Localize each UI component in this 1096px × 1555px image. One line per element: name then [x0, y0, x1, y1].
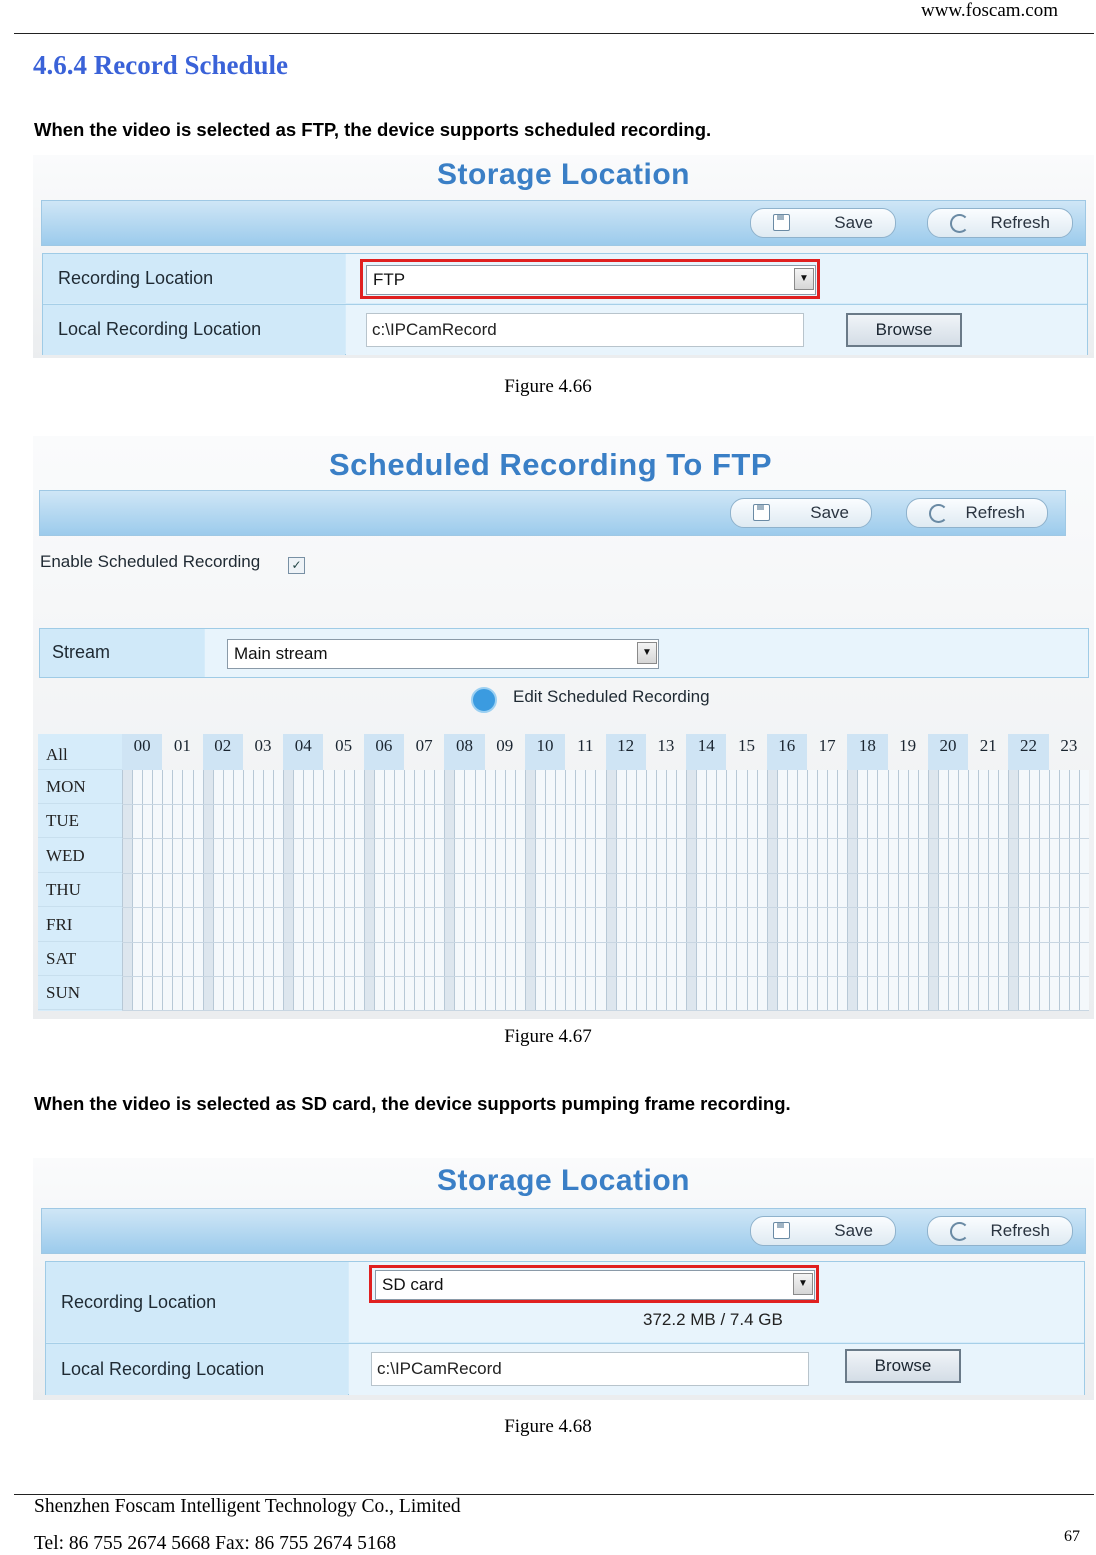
figure-caption: Figure 4.67: [504, 1026, 592, 1047]
hour-header-13[interactable]: 13: [657, 736, 675, 755]
local-location-row: [43, 304, 1087, 355]
schedule-row-divider: [122, 838, 1089, 839]
header-rule: [14, 33, 1094, 34]
recording-location-row: [43, 254, 1087, 303]
schedule-grid: [38, 734, 1089, 1011]
schedule-slots[interactable]: [122, 770, 1089, 1011]
local-location-input[interactable]: c:\IPCamRecord: [366, 313, 804, 347]
hour-header-23[interactable]: 23: [1060, 736, 1078, 755]
local-location-cell: [346, 305, 1087, 355]
recording-location-row: [46, 1262, 1084, 1342]
stream-label: Stream: [40, 629, 204, 677]
day-label-fri[interactable]: FRI: [38, 908, 122, 942]
capacity-text: 372.2 MB / 7.4 GB: [643, 1310, 783, 1329]
save-icon: [773, 1222, 790, 1239]
local-location-label: Local Recording Location: [46, 1344, 348, 1395]
save-button[interactable]: [730, 498, 872, 528]
figure-caption: Figure 4.68: [504, 1416, 592, 1437]
hour-header-11[interactable]: 11: [577, 736, 594, 755]
highlight-box: [360, 259, 820, 299]
local-location-row: [46, 1343, 1084, 1395]
refresh-button[interactable]: [927, 208, 1073, 238]
footer-rule: [14, 1494, 1094, 1495]
hour-header-15[interactable]: 15: [738, 736, 756, 755]
hour-header-00[interactable]: 00: [122, 734, 162, 770]
local-location-cell: [349, 1344, 1084, 1395]
save-label: Save: [834, 213, 873, 232]
section-title: 4.6.4 Record Schedule: [33, 50, 288, 80]
schedule-row-divider: [122, 942, 1089, 943]
hour-header-09[interactable]: 09: [496, 736, 514, 755]
refresh-icon: [929, 504, 948, 523]
hour-header-14[interactable]: 14: [686, 734, 726, 770]
save-button[interactable]: [750, 208, 896, 238]
refresh-button[interactable]: [927, 1216, 1073, 1246]
storage-location-panel-ftp: [33, 155, 1094, 358]
save-label: Save: [834, 1221, 873, 1240]
enable-scheduled-label: Enable Scheduled Recording: [40, 552, 261, 571]
day-label-sun[interactable]: SUN: [38, 976, 122, 1010]
schedule-row-divider: [122, 907, 1089, 908]
hour-header-17[interactable]: 17: [818, 736, 836, 755]
recording-location-select[interactable]: SD card ▼: [375, 1270, 815, 1300]
hour-header-05[interactable]: 05: [335, 736, 353, 755]
hour-header-12[interactable]: 12: [606, 734, 646, 770]
panel-title: Storage Location: [436, 1164, 691, 1197]
hour-header-16[interactable]: 16: [767, 734, 807, 770]
recording-location-cell: [346, 254, 1087, 303]
chevron-down-icon[interactable]: ▼: [637, 642, 657, 664]
stream-table: [39, 628, 1089, 678]
recording-location-select[interactable]: FTP ▼: [366, 265, 816, 295]
day-label-wed[interactable]: WED: [38, 839, 122, 873]
day-labels: [38, 734, 122, 1011]
footer-company: Shenzhen Foscam Intelligent Technology Co., Limited: [34, 1496, 461, 1517]
stream-cell: [205, 629, 1088, 677]
stream-select[interactable]: Main stream ▼: [227, 639, 659, 669]
panel-title: Storage Location: [436, 158, 691, 191]
hour-header-10[interactable]: 10: [525, 734, 565, 770]
hour-header-21[interactable]: 21: [979, 736, 997, 755]
save-button[interactable]: [750, 1216, 896, 1246]
hour-header-04[interactable]: 04: [283, 734, 323, 770]
clock-icon: [471, 687, 497, 713]
recording-location-label: Recording Location: [46, 1262, 348, 1342]
save-icon: [773, 214, 790, 231]
local-location-input[interactable]: c:\IPCamRecord: [371, 1352, 809, 1386]
hour-header-01[interactable]: 01: [173, 736, 191, 755]
toolbar: [39, 490, 1066, 536]
enable-scheduled-checkbox[interactable]: ✓: [288, 557, 305, 574]
hour-header-20[interactable]: 20: [928, 734, 968, 770]
refresh-icon: [950, 214, 969, 233]
highlight-box: [369, 1265, 819, 1303]
day-label-sat[interactable]: SAT: [38, 942, 122, 976]
intro-sd: When the video is selected as SD card, the device supports pumping frame recording.: [34, 1093, 791, 1114]
hour-header-02[interactable]: 02: [203, 734, 243, 770]
day-label-tue[interactable]: TUE: [38, 804, 122, 838]
toolbar: [41, 200, 1086, 246]
schedule-row-divider: [122, 804, 1089, 805]
chevron-down-icon[interactable]: ▼: [794, 268, 814, 290]
refresh-label: Refresh: [990, 213, 1050, 232]
day-label-thu[interactable]: THU: [38, 873, 122, 907]
schedule-row-divider: [122, 976, 1089, 977]
schedule-row-divider: [122, 1010, 1089, 1011]
browse-button[interactable]: Browse: [846, 313, 962, 347]
page-number: 67: [1064, 1528, 1080, 1545]
refresh-button[interactable]: [906, 498, 1048, 528]
settings-table: [42, 253, 1088, 355]
edit-scheduled-link[interactable]: Edit Scheduled Recording: [513, 687, 710, 706]
storage-location-panel-sd: [33, 1158, 1094, 1400]
schedule-slot-column[interactable]: [1079, 770, 1090, 1011]
all-days-toggle[interactable]: All: [38, 734, 122, 770]
save-icon: [753, 504, 770, 521]
refresh-label: Refresh: [965, 503, 1025, 522]
panel-title: Scheduled Recording To FTP: [329, 447, 773, 482]
day-label-mon[interactable]: MON: [38, 770, 122, 804]
recording-location-cell: [349, 1262, 1084, 1342]
hour-header-22[interactable]: 22: [1008, 734, 1048, 770]
recording-location-label: Recording Location: [43, 254, 345, 303]
intro-ftp: When the video is selected as FTP, the device supports scheduled recording.: [34, 119, 712, 140]
hour-header-06[interactable]: 06: [364, 734, 404, 770]
refresh-label: Refresh: [990, 1221, 1050, 1240]
save-label: Save: [810, 503, 849, 522]
hour-header-07[interactable]: 07: [415, 736, 433, 755]
browse-button[interactable]: Browse: [845, 1349, 961, 1383]
refresh-icon: [950, 1222, 969, 1241]
hour-header-08[interactable]: 08: [444, 734, 484, 770]
hour-header: [122, 734, 1089, 770]
chevron-down-icon[interactable]: ▼: [793, 1273, 813, 1295]
toolbar: [41, 1208, 1086, 1254]
footer-contact: Tel: 86 755 2674 5668 Fax: 86 755 2674 5168: [34, 1533, 397, 1554]
schedule-row-divider: [122, 873, 1089, 874]
hour-header-18[interactable]: 18: [847, 734, 887, 770]
hour-header-03[interactable]: 03: [254, 736, 272, 755]
figure-caption: Figure 4.66: [504, 376, 592, 397]
header-url: www.foscam.com: [920, 0, 1058, 21]
hour-header-19[interactable]: 19: [899, 736, 917, 755]
settings-table: [45, 1261, 1085, 1395]
local-location-label: Local Recording Location: [43, 305, 345, 355]
